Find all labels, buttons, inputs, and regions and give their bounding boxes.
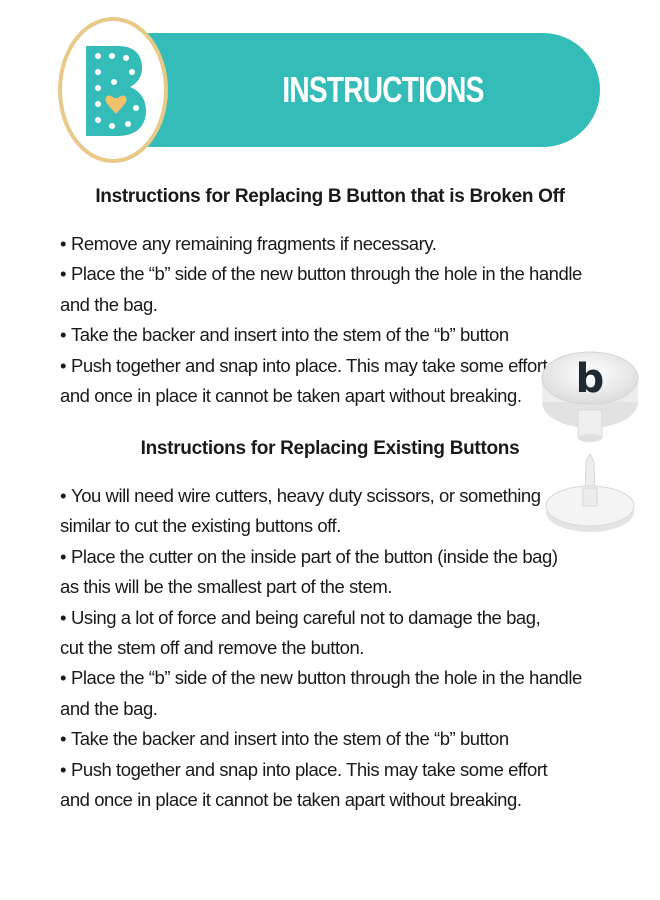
list-item: [58, 755, 582, 816]
bullet-icon: •: [60, 485, 67, 506]
list-item-continuation: and once in place it cannot be taken apart without breaking.: [60, 385, 522, 407]
list-item-continuation: as this will be the smallest part of the stem.: [60, 576, 392, 598]
button-cap-icon: [542, 352, 638, 442]
list-item: [58, 663, 582, 724]
list-item-text: Take the backer and insert into the stem of the “b” button: [71, 728, 509, 750]
list-item: [58, 351, 582, 412]
brand-logo-b-icon: [78, 42, 150, 140]
bullet-icon: •: [60, 667, 67, 689]
section2-list: [58, 481, 582, 815]
header-banner: [125, 33, 600, 147]
bullet-icon: •: [60, 324, 67, 346]
list-item: [58, 603, 582, 664]
list-item: [58, 259, 582, 320]
bullet-icon: •: [60, 233, 67, 254]
section1-list: [58, 229, 582, 411]
list-item-text: Using a lot of force and being careful not to damage the bag,: [71, 606, 541, 628]
bullet-icon: •: [60, 545, 67, 567]
list-item-text: Place the “b” side of the new button through the hole in the handle: [71, 263, 582, 285]
list-item-text: Take the backer and insert into the stem of the “b” button: [71, 324, 509, 346]
list-item-text: Push together and snap into place. This may take some effort: [71, 354, 548, 376]
list-item: [58, 481, 582, 542]
bullet-icon: •: [60, 263, 67, 285]
list-item-text: Place the cutter on the inside part of the button (inside the bag): [71, 545, 558, 567]
list-item: [58, 724, 582, 754]
bullet-icon: •: [60, 758, 67, 780]
replacement-button-image: [540, 350, 640, 540]
page-title: INSTRUCTIONS: [281, 69, 484, 110]
svg-text:b: b: [575, 356, 605, 402]
bullet-icon: •: [60, 728, 67, 750]
section2-heading: Instructions for Replacing Existing Buttons: [140, 438, 520, 459]
list-item-continuation: and the bag.: [60, 293, 158, 315]
list-item-continuation: and the bag.: [60, 697, 158, 719]
list-item-text: Push together and snap into place. This may take some effort: [71, 758, 548, 780]
list-item: [58, 229, 582, 259]
list-item: [58, 320, 582, 350]
list-item-continuation: cut the stem off and remove the button.: [60, 637, 364, 659]
list-item: [58, 542, 582, 603]
list-item-continuation: and once in place it cannot be taken apart without breaking.: [60, 789, 522, 811]
list-item-text: You will need wire cutters, heavy duty scissors, or something: [71, 485, 541, 506]
list-item-text: Remove any remaining fragments if necessary.: [71, 233, 437, 254]
bullet-icon: •: [60, 354, 67, 376]
section1-heading: Instructions for Replacing B Button that is Broken Off: [95, 186, 565, 207]
list-item-text: Place the “b” side of the new button through the hole in the handle: [71, 667, 582, 689]
button-backer-icon: [546, 454, 634, 532]
list-item-continuation: similar to cut the existing buttons off.: [60, 515, 341, 537]
bullet-icon: •: [60, 606, 67, 628]
